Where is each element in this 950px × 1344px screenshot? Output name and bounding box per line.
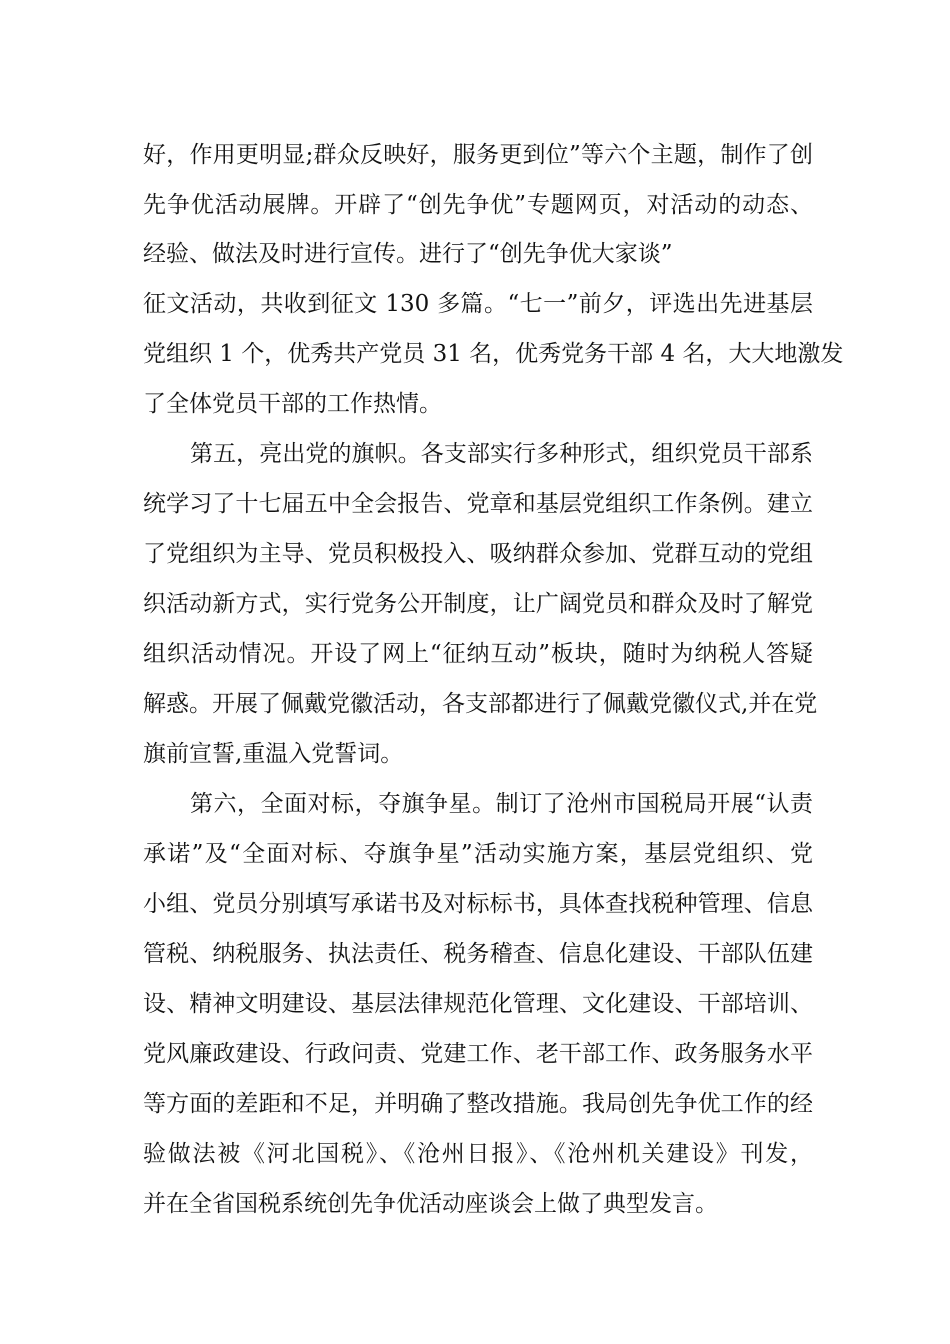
text-line: 了党组织为主导、党员积极投入、吸纳群众参加、党群互动的党组 — [143, 541, 813, 567]
text-line: 解惑。开展了佩戴党徽活动，各支部都进行了佩戴党徽仪式,并在党 — [143, 691, 818, 717]
text-line: 管税、纳税服务、执法责任、税务稽查、信息化建设、干部队伍建 — [143, 941, 813, 967]
text-line: 好，作用更明显;群众反映好，服务更到位”等六个主题，制作了创 — [143, 142, 813, 168]
text-line: 党组织 1 个，优秀共产党员 31 名，优秀党务干部 4 名，大大地激发 — [143, 341, 844, 367]
text-line: 承诺”及“全面对标、夺旗争星”活动实施方案，基层党组织、党 — [143, 841, 813, 867]
text-line: 组织活动情况。开设了网上“征纳互动”板块，随时为纳税人答疑 — [143, 641, 813, 667]
text-line: 设、精神文明建设、基层法律规范化管理、文化建设、干部培训、 — [143, 991, 813, 1017]
text-line: 旗前宣誓,重温入党誓词。 — [143, 741, 404, 767]
text-line: 统学习了十七届五中全会报告、党章和基层党组织工作条例。建立 — [143, 491, 813, 517]
text-line: 小组、党员分别填写承诺书及对标标书，具体查找税种管理、信息 — [143, 891, 813, 917]
text-line: 第五，亮出党的旗帜。各支部实行多种形式，组织党员干部系 — [190, 441, 813, 467]
text-line: 并在全省国税系统创先争优活动座谈会上做了典型发言。 — [143, 1191, 718, 1217]
text-line: 了全体党员干部的工作热情。 — [143, 391, 442, 417]
text-line: 织活动新方式，实行党务公开制度，让广阔党员和群众及时了解党 — [143, 591, 813, 617]
text-line: 党风廉政建设、行政问责、党建工作、老干部工作、政务服务水平 — [143, 1041, 813, 1067]
text-line: 征文活动，共收到征文 130 多篇。“七一”前夕，评选出先进基层 — [143, 291, 813, 317]
text-line: 先争优活动展牌。开辟了“创先争优”专题网页，对活动的动态、 — [143, 192, 813, 218]
text-line: 第六，全面对标，夺旗争星。制订了沧州市国税局开展“认责 — [190, 791, 813, 817]
text-line: 验做法被《河北国税》、《沧州日报》、《沧州机关建设》刊发， — [143, 1141, 813, 1167]
text-line: 等方面的差距和不足，并明确了整改措施。我局创先争优工作的经 — [143, 1091, 813, 1117]
text-line: 经验、做法及时进行宣传。进行了“创先争优大家谈” — [143, 241, 673, 267]
